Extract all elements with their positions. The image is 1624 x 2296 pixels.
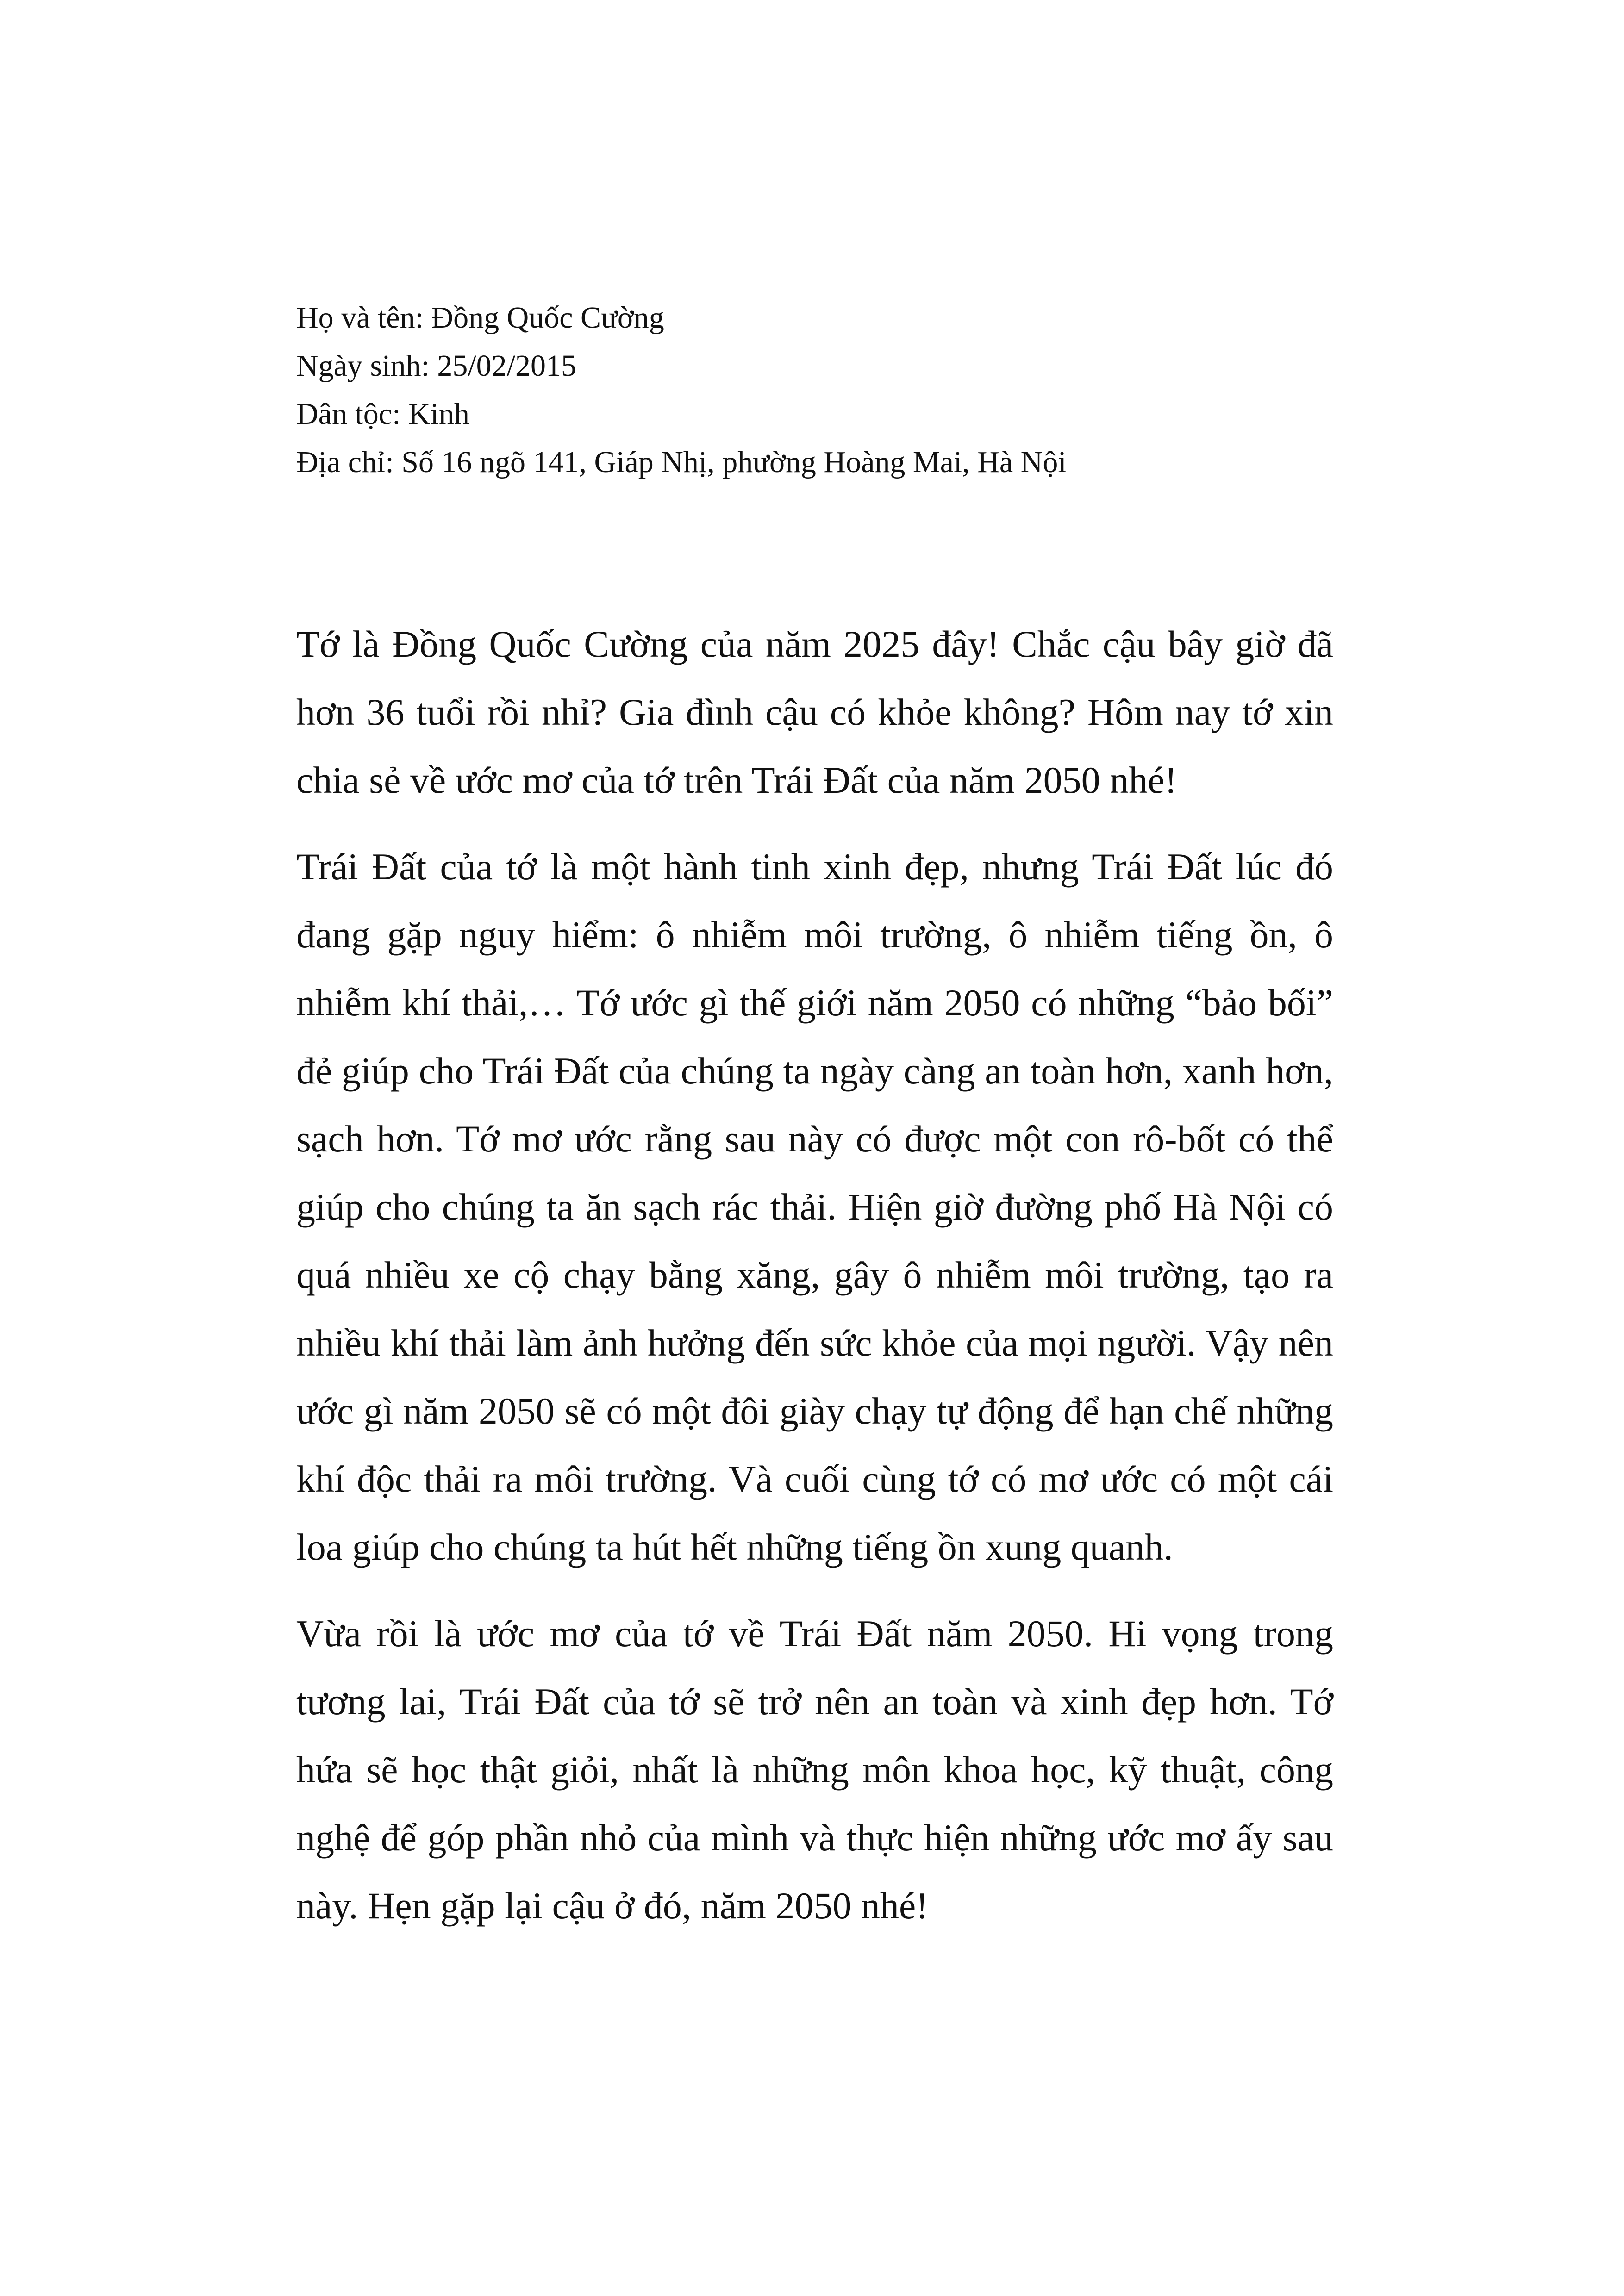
letter-body (296, 610, 1333, 1958)
personal-info-block (296, 294, 1361, 486)
letter-paragraph-dreams: Trái Đất của tớ là một hành tinh xinh đẹp, nhưng Trái Đất lúc đó đang gặp nguy hiểm: ô nhiễm môi trường, ô nhiễm tiếng ồn, ô nhiễm khí thải,… Tớ ước gì thế giới năm 2050 có những “bảo bối” đẻ giúp cho Trái Đất của chúng ta ngày càng an toàn hơn, xanh hơn, sạch hơn. Tớ mơ ước rằng sau này có được một con rô-bốt có thể giúp cho chúng ta ăn sạch rác thải. Hiện giờ đường phố Hà Nội có quá nhiều xe cộ chạy bằng xăng, gây ô nhiễm môi trường, tạo ra nhiều khí thải làm ảnh hưởng đến sức khỏe của mọi người. Vậy nên ước gì năm 2050 sẽ có một đôi giày chạy tự động để hạn chế những khí độc thải ra môi trường. Và cuối cùng tớ có mơ ước có một cái loa giúp cho chúng ta hút hết những tiếng ồn xung quanh. (296, 846, 1333, 1568)
info-address: Địa chỉ: Số 16 ngõ 141, Giáp Nhị, phường Hoàng Mai, Hà Nội (296, 445, 1067, 479)
info-name: Họ và tên: Đồng Quốc Cường (296, 301, 664, 335)
letter-paragraph-intro: Tớ là Đồng Quốc Cường của năm 2025 đây! Chắc cậu bây giờ đã hơn 36 tuổi rồi nhỉ? Gia đình cậu có khỏe không? Hôm nay tớ xin chia sẻ về ước mơ của tớ trên Trái Đất của năm 2050 nhé! (296, 623, 1333, 801)
info-birthdate: Ngày sinh: 25/02/2015 (296, 349, 576, 383)
letter-paragraph-closing: Vừa rồi là ước mơ của tớ về Trái Đất năm 2050. Hi vọng trong tương lai, Trái Đất của tớ sẽ trở nên an toàn và xinh đẹp hơn. Tớ hứa sẽ học thật giỏi, nhất là những môn khoa học, kỹ thuật, công nghệ để góp phần nhỏ của mình và thực hiện những ước mơ ấy sau này. Hẹn gặp lại cậu ở đó, năm 2050 nhé! (296, 1612, 1333, 1927)
info-ethnicity: Dân tộc: Kinh (296, 397, 469, 431)
